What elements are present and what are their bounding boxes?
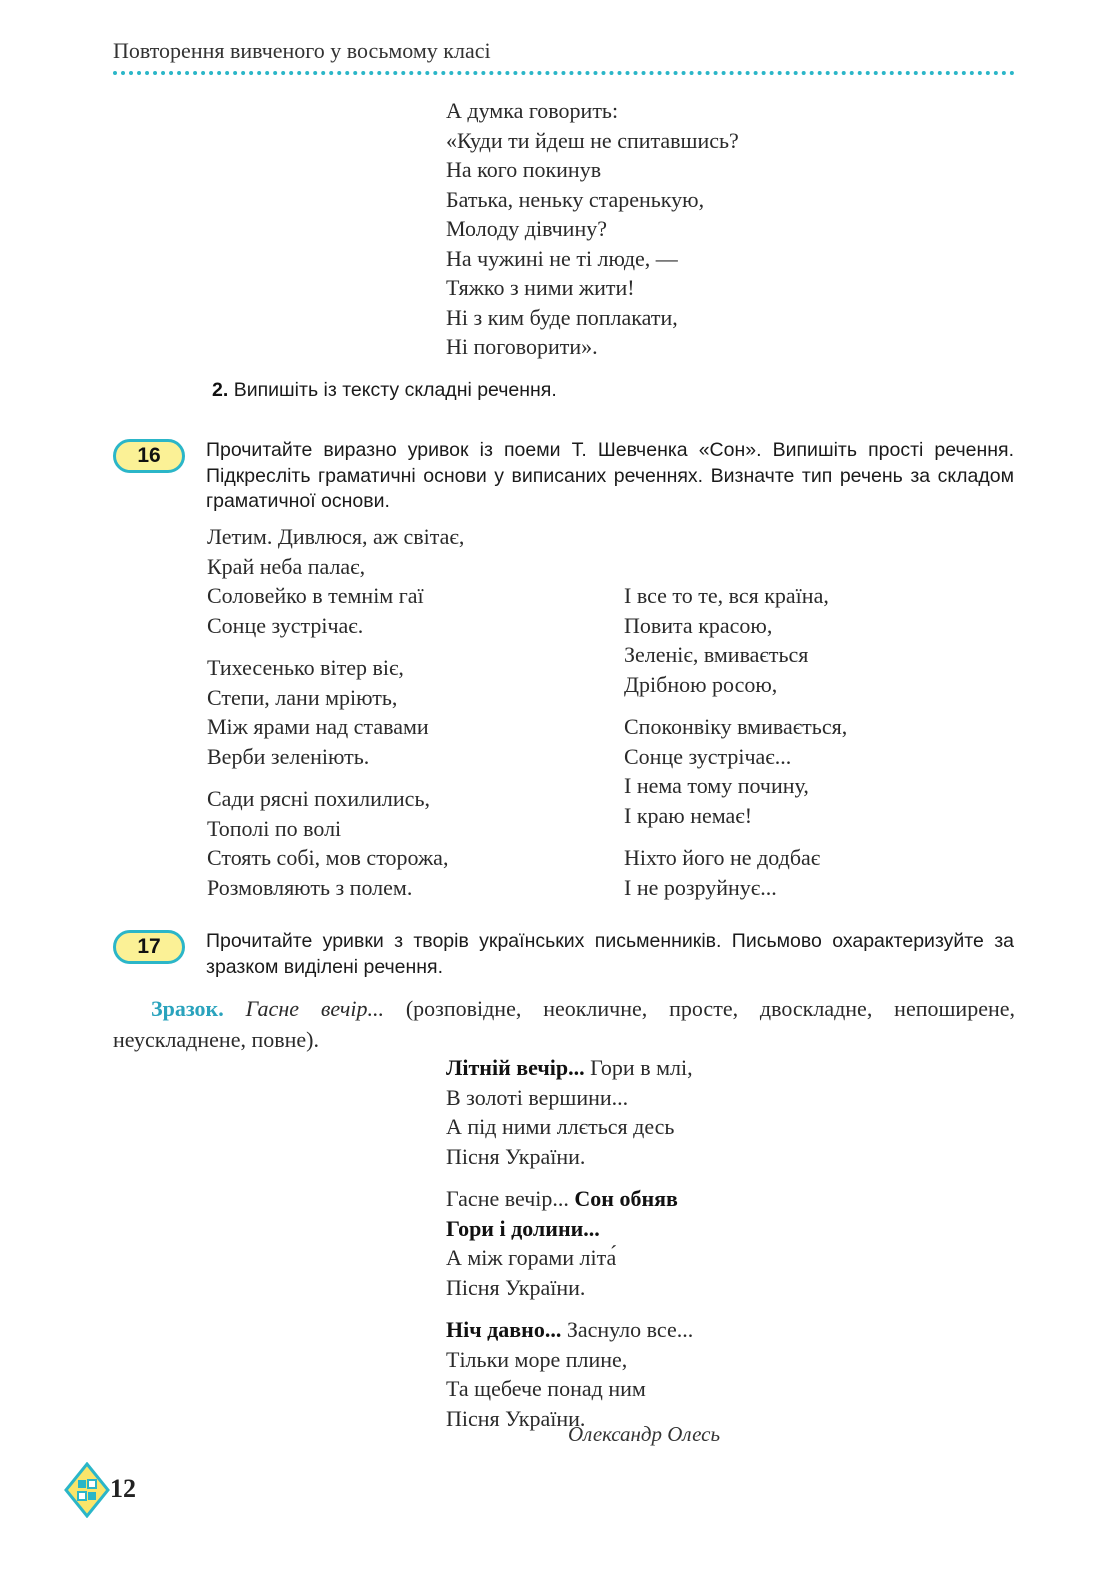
page-number: 12 xyxy=(110,1474,136,1503)
poem-line: Степи, лани мріють, xyxy=(207,684,398,710)
poem-line xyxy=(446,1053,693,1083)
poem-line: Пісня України. xyxy=(446,1405,586,1431)
poem-line: Сонце зустрічає. xyxy=(207,612,364,638)
stanza xyxy=(624,712,847,830)
poem-line: Тільки море плине, xyxy=(446,1346,628,1372)
task-text: Випишіть із тексту складні речення. xyxy=(233,379,557,401)
header-divider xyxy=(113,71,1015,75)
highlighted-sentence: Сон обняв xyxy=(574,1186,678,1211)
running-header: Повторення вивченого у восьмому класі xyxy=(113,38,491,63)
poem-line: Край неба палає, xyxy=(207,553,366,579)
poem-line: Дрібною росою, xyxy=(624,671,778,697)
poem-line xyxy=(446,1214,693,1244)
poem-line: Пісня України. xyxy=(446,1274,586,1300)
poem-line: Повита красою, xyxy=(624,612,773,638)
exercise-number-badge: 16 xyxy=(113,439,185,473)
poem-line: «Куди ти йдеш не спитавшись? xyxy=(446,127,739,153)
sample-paragraph xyxy=(113,993,1015,1055)
stanza xyxy=(446,1053,693,1171)
poem-line: Тихесенько вітер віє, xyxy=(207,655,404,680)
poem-line: І краю немає! xyxy=(624,802,753,828)
poem-author: Олександр Олесь xyxy=(568,1422,721,1446)
poem-line: І не розруйнує... xyxy=(624,874,777,900)
poem-line: Зеленіє, вмивається xyxy=(624,642,809,667)
exercise-17-instruction: Прочитайте уривки з творів українських письменників. Письмово охарактеризуйте за зразком виділені речення. xyxy=(206,930,1014,978)
poem-line: Верби зеленіють. xyxy=(207,743,370,769)
poem-16-left-column xyxy=(207,522,464,915)
poem-text: Гори в млі, xyxy=(584,1055,693,1080)
poem-line: На чужині не ті люде, — xyxy=(446,245,678,271)
poem-line: А між горами літа́ xyxy=(446,1245,617,1270)
poem-line: Летим. Дивлюся, аж світає, xyxy=(207,524,465,549)
poem-line: В золоті вершини... xyxy=(446,1084,629,1110)
stanza xyxy=(207,522,464,640)
poem-line: І все то те, вся країна, xyxy=(624,583,829,608)
poem-line: Розмовляють з полем. xyxy=(207,874,413,900)
poem-line: Споконвіку вмивається, xyxy=(624,714,848,739)
stanza xyxy=(624,843,847,902)
poem-line: Стоять собі, мов сторожа, xyxy=(207,845,449,870)
sample-example: Гасне вечір... xyxy=(245,996,384,1021)
poem-line: Ніхто його не додбає xyxy=(624,845,821,870)
poem-line: Між ярами над ставами xyxy=(207,714,429,739)
poem-line xyxy=(446,1184,693,1214)
poem-line xyxy=(446,1315,693,1345)
poem-line: Тяжко з ними жити! xyxy=(446,275,635,300)
stanza xyxy=(624,581,847,699)
poem-line: Сади рясні похилились, xyxy=(207,786,430,811)
poem-17 xyxy=(446,1053,693,1446)
poem-line: Сонце зустрічає... xyxy=(624,743,792,769)
stanza xyxy=(207,653,464,771)
task-2 xyxy=(212,378,557,404)
poem-line: Пісня України. xyxy=(446,1143,586,1169)
poem-line: Тополі по волі xyxy=(207,815,342,841)
highlighted-sentence: Літній вечір... xyxy=(446,1055,585,1080)
sample-label: Зразок. xyxy=(151,996,224,1021)
poem-line: А думка говорить: xyxy=(446,98,619,123)
poem-line: Соловейко в темнім гаї xyxy=(207,583,424,608)
highlighted-sentence: Ніч давно... xyxy=(446,1317,562,1342)
poem-line: І нема тому почину, xyxy=(624,773,809,798)
stanza xyxy=(446,1315,693,1433)
stanza xyxy=(446,1184,693,1302)
poem-text: Заснуло все... xyxy=(561,1317,694,1342)
poem-line: Батька, неньку старенькую, xyxy=(446,186,705,212)
sample-text: (розповідне, неокличне, просте, двоскладне, непоширене, неускладнене, повне). xyxy=(113,996,1015,1052)
poem-line: Молоду дівчину? xyxy=(446,216,607,241)
highlighted-sentence: Гори і долини... xyxy=(446,1215,600,1241)
exercise-number-badge: 17 xyxy=(113,930,185,964)
ornament-icon xyxy=(64,1462,110,1523)
poem-line: На кого покинув xyxy=(446,157,602,182)
poem-line: А під ними ллється десь xyxy=(446,1114,675,1139)
poem-text: Гасне вечір... xyxy=(446,1186,575,1211)
poem-top xyxy=(446,96,739,362)
poem-line: Ні поговорити». xyxy=(446,334,598,359)
poem-line: Та щебече понад ним xyxy=(446,1376,646,1401)
task-number: 2. xyxy=(212,379,229,401)
poem-16-right-column xyxy=(624,581,847,915)
poem-line: Ні з ким буде поплакати, xyxy=(446,304,678,330)
exercise-16-instruction: Прочитайте виразно уривок із поеми Т. Шевченка «Сон». Випишіть прості речення. Підкресліть граматичні основи у виписаних реченнях. Визначте тип речень за складом граматичної основи. xyxy=(206,439,1014,512)
stanza xyxy=(207,784,464,902)
